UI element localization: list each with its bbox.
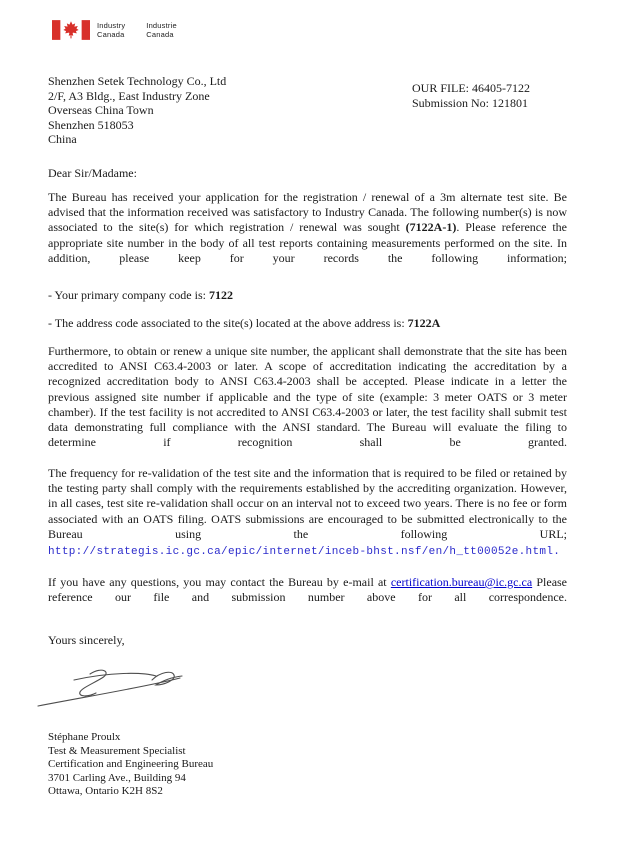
contact-paragraph [48, 575, 567, 605]
signoff-city: Ottawa, Ontario K2H 8S2 [48, 785, 163, 798]
dept-fr-line2: Canada [146, 30, 174, 39]
recipient-address [48, 74, 226, 147]
dept-name-fr [146, 21, 177, 39]
body-paragraph-3: The frequency for re-validation of the test site and the information that is required to be filed or retained by the testing party shall comply with the requirements established by the accrediting organization. However, in all cases, test site re-validation shall occur on an interval not to exceed two years. There is no fee or form associated with an OATS filing. OATS submissions are encouraged to be submitted electronically to the Bureau using the following URL; [48, 466, 567, 541]
p4-text-before: If you have any questions, you may contact the Bureau by e-mail at [48, 575, 391, 589]
email-link[interactable]: certification.bureau@ic.gc.ca [390, 575, 533, 589]
signoff-street: 3701 Carling Ave., Building 94 [48, 771, 186, 784]
dept-fr-line1: Industrie [146, 21, 177, 30]
address-line: Shenzhen Setek Technology Co., Ltd [48, 74, 227, 88]
address-line: 2/F, A3 Bldg., East Industry Zone [48, 88, 210, 103]
body-paragraph-1 [48, 190, 567, 266]
address-line: Shenzhen 518053 [48, 117, 134, 132]
company-code-line [48, 288, 567, 303]
address-code-value: 7122A [407, 316, 441, 330]
submission-no: Submission No: 121801 [412, 96, 529, 110]
oats-url-link[interactable]: http://strategis.ic.gc.ca/epic/internet/inceb-bhst.nsf/en/h_tt00052e.html. [48, 546, 561, 558]
company-code-label: - Your primary company code is: [48, 288, 209, 302]
signoff-title: Test & Measurement Specialist [48, 744, 186, 757]
industry-canada-logo [52, 18, 177, 40]
dept-en-line1: Industry [97, 21, 126, 30]
dept-en-line2: Canada [97, 30, 125, 39]
file-reference [412, 81, 530, 111]
oats-url-line [48, 545, 567, 560]
signature-image [30, 664, 190, 710]
p1-text-after: . Please reference the appropriate site number in the body of all test reports containing measurements performed on the site. In addition, please keep for your records the following information; [48, 220, 567, 265]
closing: Yours sincerely, [48, 633, 125, 647]
signoff-bureau: Certification and Engineering Bureau [48, 758, 214, 771]
address-line: China [48, 132, 77, 147]
salutation: Dear Sir/Madame: [48, 166, 137, 180]
canada-flag-icon [52, 20, 90, 40]
signoff-name: Stéphane Proulx [48, 731, 121, 743]
body-paragraph-2: Furthermore, to obtain or renew a unique site number, the applicant shall demonstrate that the site has been accredited to ANSI C63.4-2003 or later. A scope of accreditation indicating the accreditation by a recognized accreditation body to ANSI C63.4-2003 shall be accepted. Please indicate in a letter the previous assigned site number if applicable and the type of site (example: 3 meter OATS or 3 meter chamber). If the test facility is not accredited to ANSI C63.4-2003 or later, the test facility shall submit test data demonstrating full compliance with the ANSI standard. The Bureau will evaluate the filing to determine if recognition shall be granted. [48, 344, 567, 450]
site-number-bold: (7122A-1) [405, 220, 457, 235]
dept-name-en [97, 21, 125, 39]
p4-text-after: Please reference our file and submission number above for all correspondence. [48, 575, 568, 605]
our-file: OUR FILE: 46405-7122 [412, 81, 530, 95]
p1-text-before: The Bureau has received your application for the registration / renewal of a 3m alternate test site. Be advised that the information received was satisfactory to Industry Canada. The following number(s) is now associated to the site(s) for which registration / renewal was sought [48, 190, 567, 235]
company-code-value: 7122 [208, 288, 233, 302]
address-line: Overseas China Town [48, 103, 154, 118]
signoff-block [48, 731, 213, 799]
address-code-line [48, 316, 567, 331]
address-code-label: - The address code associated to the site(s) located at the above address is: [48, 316, 408, 330]
